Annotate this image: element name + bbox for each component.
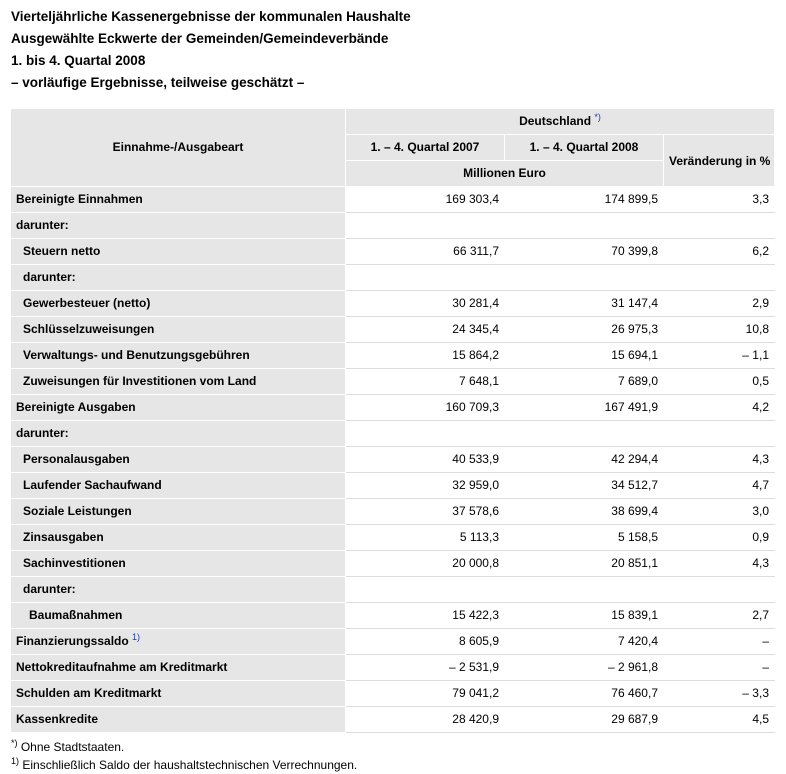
value-2008: 29 687,9 <box>505 707 664 733</box>
footnote-text: Ohne Stadtstaaten. <box>20 740 125 754</box>
table-row <box>11 265 775 291</box>
row-label-text: Kassenkredite <box>16 712 99 726</box>
value-2007: 20 000,8 <box>346 551 505 577</box>
row-label <box>11 317 346 343</box>
table-row <box>11 707 775 733</box>
subtitle-line: Ausgewählte Eckwerte der Gemeinden/Gemeindeverbände <box>11 31 389 46</box>
row-label <box>11 187 346 213</box>
header-change: Veränderung in % <box>664 135 775 187</box>
value-change: 2,7 <box>664 603 775 629</box>
table-row <box>11 213 775 239</box>
row-label <box>11 421 346 447</box>
row-label <box>11 213 346 239</box>
table-row <box>11 317 775 343</box>
value-2007: – 2 531,9 <box>346 655 505 681</box>
blank-cell <box>346 265 775 291</box>
value-change: – <box>664 629 775 655</box>
table-row <box>11 551 775 577</box>
table-row <box>11 291 775 317</box>
row-label-text: Verwaltungs- und Benutzungsgebühren <box>23 348 250 362</box>
value-2008: 34 512,7 <box>505 473 664 499</box>
value-change: – 3,3 <box>664 681 775 707</box>
row-label <box>11 447 346 473</box>
value-change: 4,5 <box>664 707 775 733</box>
header-unit: Millionen Euro <box>346 161 664 187</box>
blank-cell <box>346 213 775 239</box>
value-2007: 15 864,2 <box>346 343 505 369</box>
value-2008: 76 460,7 <box>505 681 664 707</box>
row-label <box>11 499 346 525</box>
row-label <box>11 525 346 551</box>
table-row <box>11 629 775 655</box>
value-2008: 42 294,4 <box>505 447 664 473</box>
table-row <box>11 499 775 525</box>
value-2008: 20 851,1 <box>505 551 664 577</box>
row-label <box>11 707 346 733</box>
table-row <box>11 421 775 447</box>
row-label <box>11 369 346 395</box>
table-row <box>11 603 775 629</box>
value-2008: 70 399,8 <box>505 239 664 265</box>
value-change: 0,5 <box>664 369 775 395</box>
row-label-text: Personalausgaben <box>23 452 130 466</box>
row-label-text: Baumaßnahmen <box>29 608 123 622</box>
value-2008: 174 899,5 <box>505 187 664 213</box>
value-2007: 15 422,3 <box>346 603 505 629</box>
value-2008: 7 420,4 <box>505 629 664 655</box>
table-row <box>11 681 775 707</box>
blank-cell <box>346 577 775 603</box>
row-label-text: Schlüsselzuweisungen <box>23 322 155 336</box>
header-region-text: Deutschland <box>519 114 592 128</box>
header-col-2008: 1. – 4. Quartal 2008 <box>505 135 664 161</box>
value-2008: 5 158,5 <box>505 525 664 551</box>
row-label-text: Nettokreditaufnahme am Kreditmarkt <box>16 660 228 674</box>
value-change: 4,3 <box>664 447 775 473</box>
table-body <box>11 187 775 733</box>
row-label-text: Gewerbesteuer (netto) <box>23 296 151 310</box>
row-label-text: Finanzierungssaldo <box>16 634 129 648</box>
table-title <box>11 6 411 94</box>
value-change: 4,3 <box>664 551 775 577</box>
row-label-text: darunter: <box>16 426 69 440</box>
row-label <box>11 603 346 629</box>
value-2007: 160 709,3 <box>346 395 505 421</box>
footnote-text: Einschließlich Saldo der haushaltstechnischen Verrechnungen. <box>22 758 358 772</box>
table-row <box>11 577 775 603</box>
row-label-text: Laufender Sachaufwand <box>23 478 162 492</box>
row-label <box>11 265 346 291</box>
value-2007: 37 578,6 <box>346 499 505 525</box>
value-change: 3,3 <box>664 187 775 213</box>
table-row <box>11 473 775 499</box>
value-change: 4,7 <box>664 473 775 499</box>
footnotes <box>11 738 357 774</box>
period-line: 1. bis 4. Quartal 2008 <box>11 53 146 68</box>
blank-cell <box>346 421 775 447</box>
row-label <box>11 343 346 369</box>
value-change: – <box>664 655 775 681</box>
row-label-text: Steuern netto <box>23 244 101 258</box>
value-2008: 31 147,4 <box>505 291 664 317</box>
value-change: 10,8 <box>664 317 775 343</box>
value-2007: 5 113,3 <box>346 525 505 551</box>
value-2007: 79 041,2 <box>346 681 505 707</box>
value-2008: 15 839,1 <box>505 603 664 629</box>
footnote <box>11 738 357 756</box>
value-2007: 32 959,0 <box>346 473 505 499</box>
footnote-mark: *) <box>11 738 18 748</box>
table-row <box>11 343 775 369</box>
row-label-text: Soziale Leistungen <box>23 504 132 518</box>
value-2007: 28 420,9 <box>346 707 505 733</box>
value-2008: 7 689,0 <box>505 369 664 395</box>
value-2008: 38 699,4 <box>505 499 664 525</box>
value-change: 3,0 <box>664 499 775 525</box>
value-2007: 169 303,4 <box>346 187 505 213</box>
value-2008: 167 491,9 <box>505 395 664 421</box>
header-region <box>346 109 775 135</box>
note-line: – vorläufige Ergebnisse, teilweise geschätzt – <box>11 75 305 90</box>
row-label-text: Bereinigte Einnahmen <box>16 192 143 206</box>
row-label-text: Bereinigte Ausgaben <box>16 400 136 414</box>
data-table <box>10 108 775 733</box>
row-label <box>11 551 346 577</box>
row-label <box>11 395 346 421</box>
value-2008: – 2 961,8 <box>505 655 664 681</box>
header-col-2007: 1. – 4. Quartal 2007 <box>346 135 505 161</box>
value-change: 6,2 <box>664 239 775 265</box>
value-2007: 30 281,4 <box>346 291 505 317</box>
table-row <box>11 239 775 265</box>
value-change: – 1,1 <box>664 343 775 369</box>
value-2007: 8 605,9 <box>346 629 505 655</box>
row-label-text: darunter: <box>23 582 76 596</box>
header-region-note: *) <box>594 112 601 122</box>
row-label <box>11 629 346 655</box>
header-row-label: Einnahme-/Ausgabeart <box>11 109 346 187</box>
value-change: 0,9 <box>664 525 775 551</box>
value-2008: 15 694,1 <box>505 343 664 369</box>
row-label-text: Zinsausgaben <box>23 530 104 544</box>
row-label <box>11 655 346 681</box>
row-label <box>11 577 346 603</box>
value-2007: 24 345,4 <box>346 317 505 343</box>
table-row <box>11 187 775 213</box>
table-row <box>11 369 775 395</box>
row-label-text: darunter: <box>16 218 69 232</box>
row-label-text: Zuweisungen für Investitionen vom Land <box>23 374 257 388</box>
row-label-text: Sachinvestitionen <box>23 556 126 570</box>
table-row <box>11 655 775 681</box>
table-row <box>11 525 775 551</box>
row-label-text: darunter: <box>23 270 76 284</box>
value-2008: 26 975,3 <box>505 317 664 343</box>
row-note: 1) <box>132 632 141 642</box>
value-2007: 7 648,1 <box>346 369 505 395</box>
value-2007: 66 311,7 <box>346 239 505 265</box>
value-2007: 40 533,9 <box>346 447 505 473</box>
value-change: 4,2 <box>664 395 775 421</box>
row-label <box>11 239 346 265</box>
footnote-mark: 1) <box>11 756 20 766</box>
row-label <box>11 291 346 317</box>
table-row <box>11 447 775 473</box>
row-label-text: Schulden am Kreditmarkt <box>16 686 162 700</box>
table-row <box>11 395 775 421</box>
footnote <box>11 756 357 774</box>
title-line: Vierteljährliche Kassenergebnisse der kommunalen Haushalte <box>11 9 411 24</box>
row-label <box>11 681 346 707</box>
value-change: 2,9 <box>664 291 775 317</box>
row-label <box>11 473 346 499</box>
